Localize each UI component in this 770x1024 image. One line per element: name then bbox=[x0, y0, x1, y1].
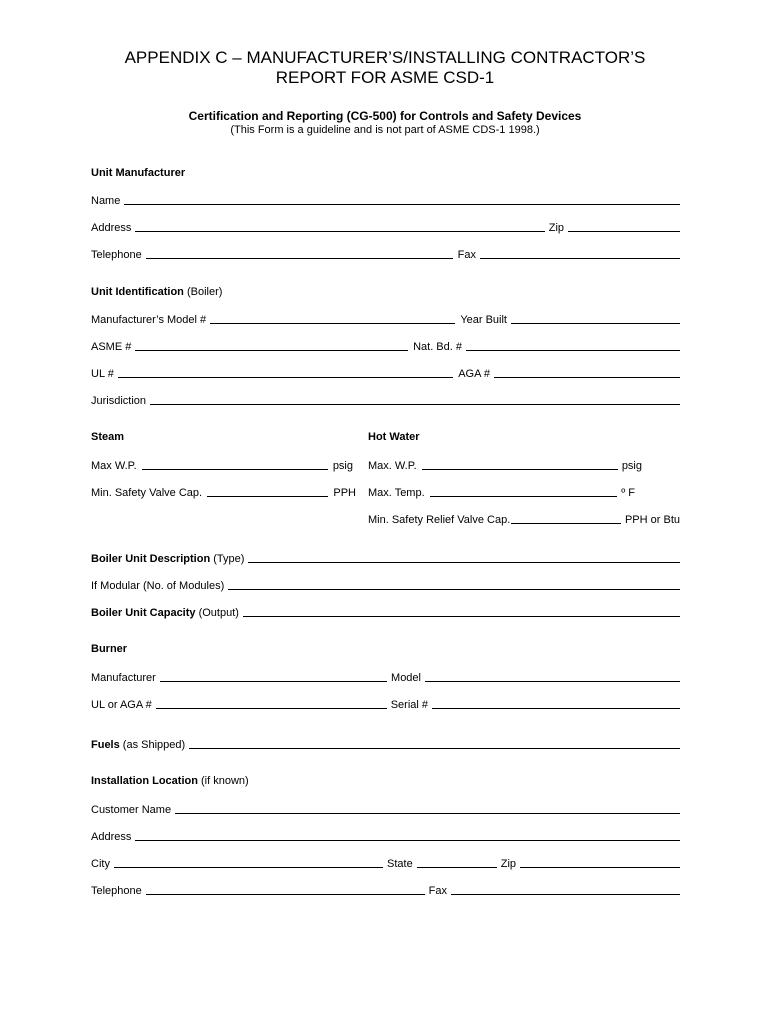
burner-ul-row bbox=[91, 697, 680, 711]
burner-serial-field[interactable] bbox=[432, 708, 680, 709]
burner-manufacturer-row bbox=[91, 670, 680, 684]
boiler-description-label: Boiler Unit Description (Type) bbox=[91, 553, 245, 565]
form-subtitle: Certification and Reporting (CG-500) for Controls and Safety Devices bbox=[188, 109, 582, 123]
customer-name-row bbox=[91, 802, 680, 816]
steam-max-wp-label: Max W.P. bbox=[91, 460, 137, 472]
nat-bd-label: Nat. Bd. # bbox=[413, 341, 462, 353]
installation-heading: Installation Location (if known) bbox=[91, 775, 249, 787]
installation-address-row bbox=[91, 829, 680, 843]
manufacturer-zip-label: Zip bbox=[548, 222, 564, 234]
installation-zip-field[interactable] bbox=[520, 867, 680, 868]
boiler-description-row bbox=[91, 551, 680, 565]
modular-label: If Modular (No. of Modules) bbox=[91, 580, 225, 592]
hw-max-temp-row bbox=[368, 485, 635, 499]
manufacturer-address-row bbox=[91, 220, 680, 234]
nat-bd-field[interactable] bbox=[466, 350, 680, 351]
steam-min-svc-row bbox=[91, 485, 356, 499]
installation-fax-field[interactable] bbox=[451, 894, 680, 895]
burner-ul-aga-label: UL or AGA # bbox=[91, 699, 152, 711]
ul-field[interactable] bbox=[118, 377, 453, 378]
model-label: Manufacturer’s Model # bbox=[91, 314, 207, 326]
installation-telephone-row bbox=[91, 883, 680, 897]
fuels-label: Fuels (as Shipped) bbox=[91, 739, 186, 751]
installation-city-field[interactable] bbox=[114, 867, 383, 868]
installation-telephone-label: Telephone bbox=[91, 885, 142, 897]
manufacturer-name-label: Name bbox=[91, 195, 121, 207]
manufacturer-fax-field[interactable] bbox=[480, 258, 680, 259]
manufacturer-telephone-row bbox=[91, 247, 680, 261]
boiler-capacity-row bbox=[91, 605, 680, 619]
customer-name-label: Customer Name bbox=[91, 804, 172, 816]
fuels-field[interactable] bbox=[189, 748, 680, 749]
burner-manufacturer-field[interactable] bbox=[160, 681, 387, 682]
unit-manufacturer-heading: Unit Manufacturer bbox=[91, 167, 186, 179]
hot-water-heading: Hot Water bbox=[368, 431, 420, 443]
steam-max-wp-row bbox=[91, 458, 353, 472]
hw-min-srvc-unit: PPH or Btu bbox=[624, 514, 680, 526]
form-note: (This Form is a guideline and is not part of ASME CDS-1 1998.) bbox=[230, 124, 540, 136]
manufacturer-zip-field[interactable] bbox=[568, 231, 680, 232]
hw-min-srvc-field[interactable] bbox=[511, 523, 621, 524]
steam-max-wp-field[interactable] bbox=[142, 469, 328, 470]
hw-max-wp-row bbox=[368, 458, 642, 472]
steam-min-svc-unit: PPH bbox=[333, 487, 356, 499]
jurisdiction-label: Jurisdiction bbox=[91, 395, 147, 407]
installation-telephone-field[interactable] bbox=[146, 894, 425, 895]
page-title-line-2: REPORT FOR ASME CSD-1 bbox=[275, 68, 495, 87]
burner-manufacturer-label: Manufacturer bbox=[91, 672, 156, 684]
jurisdiction-row bbox=[91, 393, 680, 407]
year-built-label: Year Built bbox=[460, 314, 507, 326]
page-title-line-1: APPENDIX C – MANUFACTURER’S/INSTALLING CONTRACTOR’S bbox=[124, 48, 646, 67]
manufacturer-telephone-field[interactable] bbox=[146, 258, 453, 259]
installation-fax-label: Fax bbox=[428, 885, 447, 897]
manufacturer-address-label: Address bbox=[91, 222, 132, 234]
asme-field[interactable] bbox=[135, 350, 408, 351]
boiler-capacity-label: Boiler Unit Capacity (Output) bbox=[91, 607, 239, 619]
manufacturer-address-field[interactable] bbox=[135, 231, 544, 232]
steam-max-wp-unit: psig bbox=[332, 460, 353, 472]
burner-heading: Burner bbox=[91, 643, 128, 655]
hw-max-wp-label: Max. W.P. bbox=[368, 460, 417, 472]
burner-model-field[interactable] bbox=[425, 681, 680, 682]
ul-row bbox=[91, 366, 680, 380]
installation-city-row bbox=[91, 856, 680, 870]
hw-max-temp-unit: º F bbox=[621, 487, 635, 499]
boiler-capacity-field[interactable] bbox=[243, 616, 680, 617]
installation-state-field[interactable] bbox=[417, 867, 497, 868]
hw-min-srvc-row bbox=[368, 512, 680, 526]
manufacturer-fax-label: Fax bbox=[457, 249, 476, 261]
hw-max-wp-unit: psig bbox=[621, 460, 642, 472]
burner-model-label: Model bbox=[391, 672, 421, 684]
manufacturer-name-field[interactable] bbox=[124, 204, 680, 205]
installation-state-label: State bbox=[387, 858, 413, 870]
modular-field[interactable] bbox=[228, 589, 680, 590]
hw-min-srvc-label: Min. Safety Relief Valve Cap. bbox=[368, 514, 511, 526]
jurisdiction-field[interactable] bbox=[150, 404, 680, 405]
burner-ul-aga-field[interactable] bbox=[156, 708, 387, 709]
fuels-row bbox=[91, 737, 680, 751]
unit-identification-heading: Unit Identification (Boiler) bbox=[91, 286, 223, 298]
manufacturer-telephone-label: Telephone bbox=[91, 249, 142, 261]
aga-label: AGA # bbox=[458, 368, 490, 380]
hw-max-wp-field[interactable] bbox=[422, 469, 618, 470]
burner-serial-label: Serial # bbox=[390, 699, 428, 711]
hw-max-temp-label: Max. Temp. bbox=[368, 487, 425, 499]
steam-heading: Steam bbox=[91, 431, 125, 443]
modular-row bbox=[91, 578, 680, 592]
manufacturer-name-row bbox=[91, 193, 680, 207]
steam-min-svc-label: Min. Safety Valve Cap. bbox=[91, 487, 203, 499]
ul-label: UL # bbox=[91, 368, 114, 380]
installation-address-field[interactable] bbox=[135, 840, 680, 841]
hw-max-temp-field[interactable] bbox=[430, 496, 618, 497]
boiler-description-field[interactable] bbox=[248, 562, 680, 563]
model-field[interactable] bbox=[210, 323, 455, 324]
steam-min-svc-field[interactable] bbox=[207, 496, 328, 497]
asme-row bbox=[91, 339, 680, 353]
installation-zip-label: Zip bbox=[500, 858, 516, 870]
model-row bbox=[91, 312, 680, 326]
asme-label: ASME # bbox=[91, 341, 132, 353]
aga-field[interactable] bbox=[494, 377, 680, 378]
year-built-field[interactable] bbox=[511, 323, 680, 324]
installation-address-label: Address bbox=[91, 831, 132, 843]
customer-name-field[interactable] bbox=[175, 813, 680, 814]
installation-city-label: City bbox=[91, 858, 110, 870]
